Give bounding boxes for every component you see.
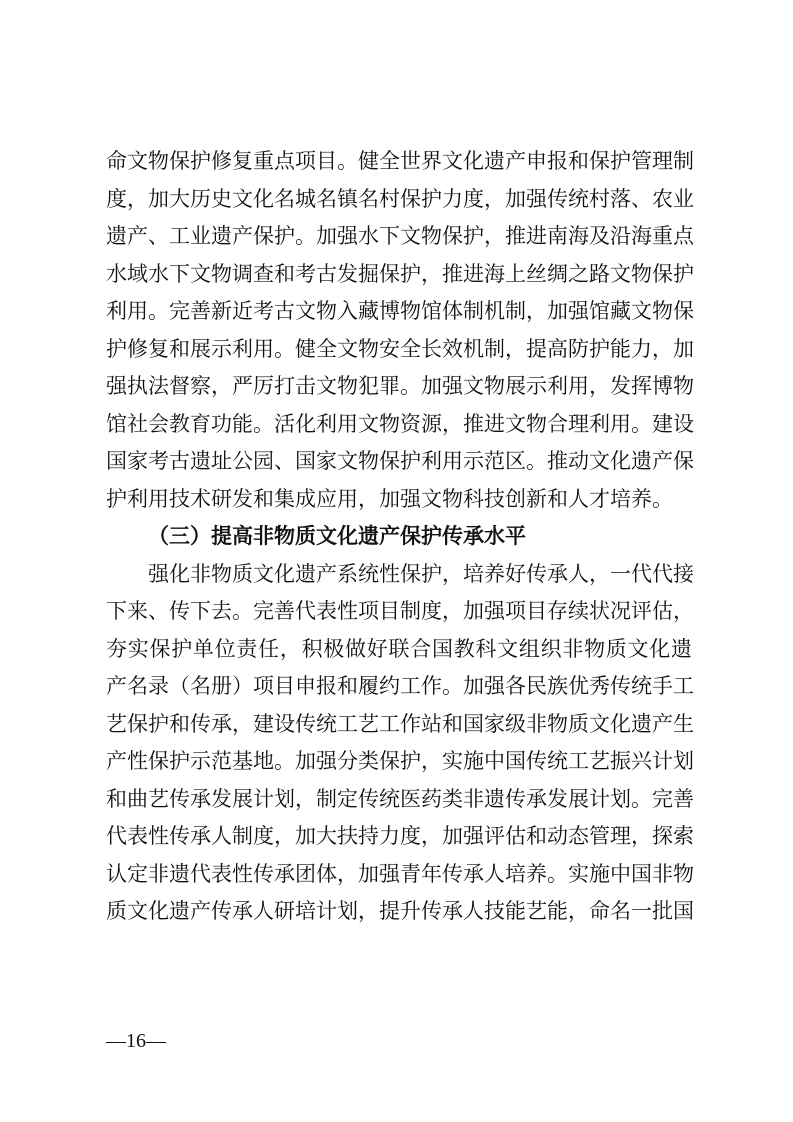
- body-line: 产名录（名册）项目申报和履约工作。加强各民族优秀传统手工: [106, 674, 694, 698]
- body-line: 利用。完善新近考古文物入藏博物馆体制机制，加强馆藏文物保: [106, 299, 694, 323]
- body-line: 遗产、工业遗产保护。加强水下文物保护，推进南海及沿海重点: [106, 224, 694, 248]
- body-line: 强执法督察，严厉打击文物犯罪。加强文物展示利用，发挥博物: [106, 374, 694, 398]
- body-line: 护利用技术研发和集成应用，加强文物科技创新和人才培养。: [106, 486, 673, 511]
- body-line: 产性保护示范基地。加强分类保护，实施中国传统工艺振兴计划: [106, 749, 694, 773]
- body-line: 水域水下文物调查和考古发掘保护，推进海上丝绸之路文物保护: [106, 261, 694, 286]
- document-body: [106, 143, 692, 931]
- body-line: 命文物保护修复重点项目。健全世界文化遗产申报和保护管理制: [106, 149, 694, 173]
- body-line: 艺保护和传承，建设传统工艺工作站和国家级非物质文化遗产生: [106, 711, 694, 736]
- body-line: 馆社会教育功能。活化利用文物资源，推进文物合理利用。建设: [106, 411, 694, 436]
- page-number: —16—: [106, 1030, 166, 1052]
- body-line: 夯实保护单位责任，积极做好联合国教科文组织非物质文化遗: [106, 636, 692, 661]
- body-line: 国家考古遗址公园、国家文物保护利用示范区。推动文化遗产保: [106, 449, 694, 473]
- body-line: 质文化遗产传承人研培计划，提升传承人技能艺能，命名一批国: [106, 899, 694, 923]
- body-line: 代表性传承人制度，加大扶持力度，加强评估和动态管理，探索: [106, 824, 694, 848]
- body-line: 度，加大历史文化名城名镇名村保护力度，加强传统村落、农业: [106, 186, 694, 211]
- body-line: 和曲艺传承发展计划，制定传统医药类非遗传承发展计划。完善: [106, 786, 694, 811]
- body-line: 认定非遗代表性传承团体，加强青年传承人培养。实施中国非物: [106, 861, 694, 886]
- body-line: 护修复和展示利用。健全文物安全长效机制，提高防护能力，加: [106, 336, 694, 361]
- body-line: 强化非物质文化遗产系统性保护，培养好传承人，一代代接: [148, 561, 694, 586]
- section-heading: （三）提高非物质文化遗产保护传承水平: [148, 524, 526, 548]
- body-line: 下来、传下去。完善代表性项目制度，加强项目存续状况评估，: [106, 599, 694, 623]
